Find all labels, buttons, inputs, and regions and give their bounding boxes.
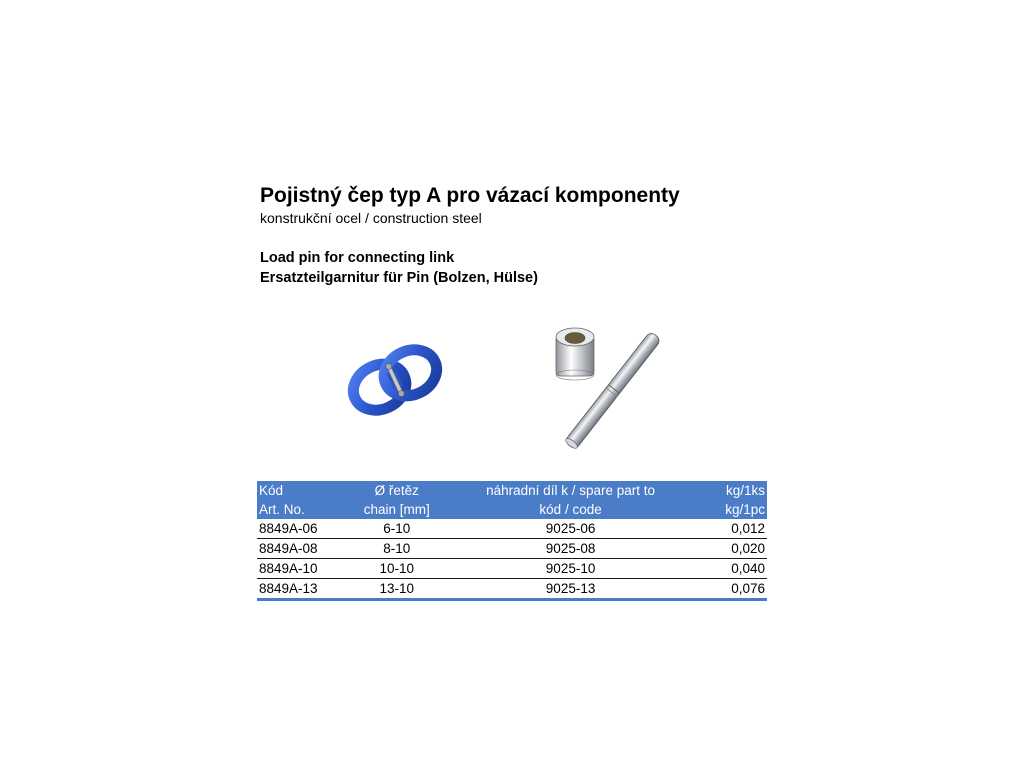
cell-spare-part: 9025-13	[447, 579, 694, 600]
table-row	[257, 519, 767, 539]
page-title: Pojistný čep typ A pro vázací komponenty	[260, 184, 680, 207]
cell-chain: 10-10	[346, 559, 447, 579]
cell-weight: 0,012	[694, 519, 767, 539]
cell-weight: 0,040	[694, 559, 767, 579]
cell-chain: 13-10	[346, 579, 447, 600]
header-code: Kód	[257, 481, 346, 500]
cell-weight: 0,076	[694, 579, 767, 600]
header-spare-part: náhradní díl k / spare part to	[447, 481, 694, 500]
cell-spare-part: 9025-08	[447, 539, 694, 559]
table-row	[257, 579, 767, 600]
cell-code: 8849A-10	[257, 559, 346, 579]
cell-code: 8849A-06	[257, 519, 346, 539]
header-row	[257, 481, 767, 500]
description-german: Ersatzteilgarnitur für Pin (Bolzen, Hülse)	[260, 270, 538, 286]
header-weight: kg/1ks	[694, 481, 767, 500]
cell-weight: 0,020	[694, 539, 767, 559]
header-art-no: Art. No.	[257, 500, 346, 519]
header-chain-mm: chain [mm]	[346, 500, 447, 519]
header-chain: Ø řetěz	[346, 481, 447, 500]
spec-table	[257, 481, 767, 601]
material-subtitle: konstrukční ocel / construction steel	[260, 210, 482, 226]
table-row	[257, 559, 767, 579]
table-row	[257, 539, 767, 559]
load-pin-image	[530, 318, 695, 468]
header-row	[257, 500, 767, 519]
cell-code: 8849A-13	[257, 579, 346, 600]
cell-spare-part: 9025-06	[447, 519, 694, 539]
cell-spare-part: 9025-10	[447, 559, 694, 579]
cell-code: 8849A-08	[257, 539, 346, 559]
cell-chain: 6-10	[346, 519, 447, 539]
connecting-link-image	[340, 340, 450, 420]
header-spare-code: kód / code	[447, 500, 694, 519]
cell-chain: 8-10	[346, 539, 447, 559]
description-english: Load pin for connecting link	[260, 250, 455, 266]
header-weight-pc: kg/1pc	[694, 500, 767, 519]
